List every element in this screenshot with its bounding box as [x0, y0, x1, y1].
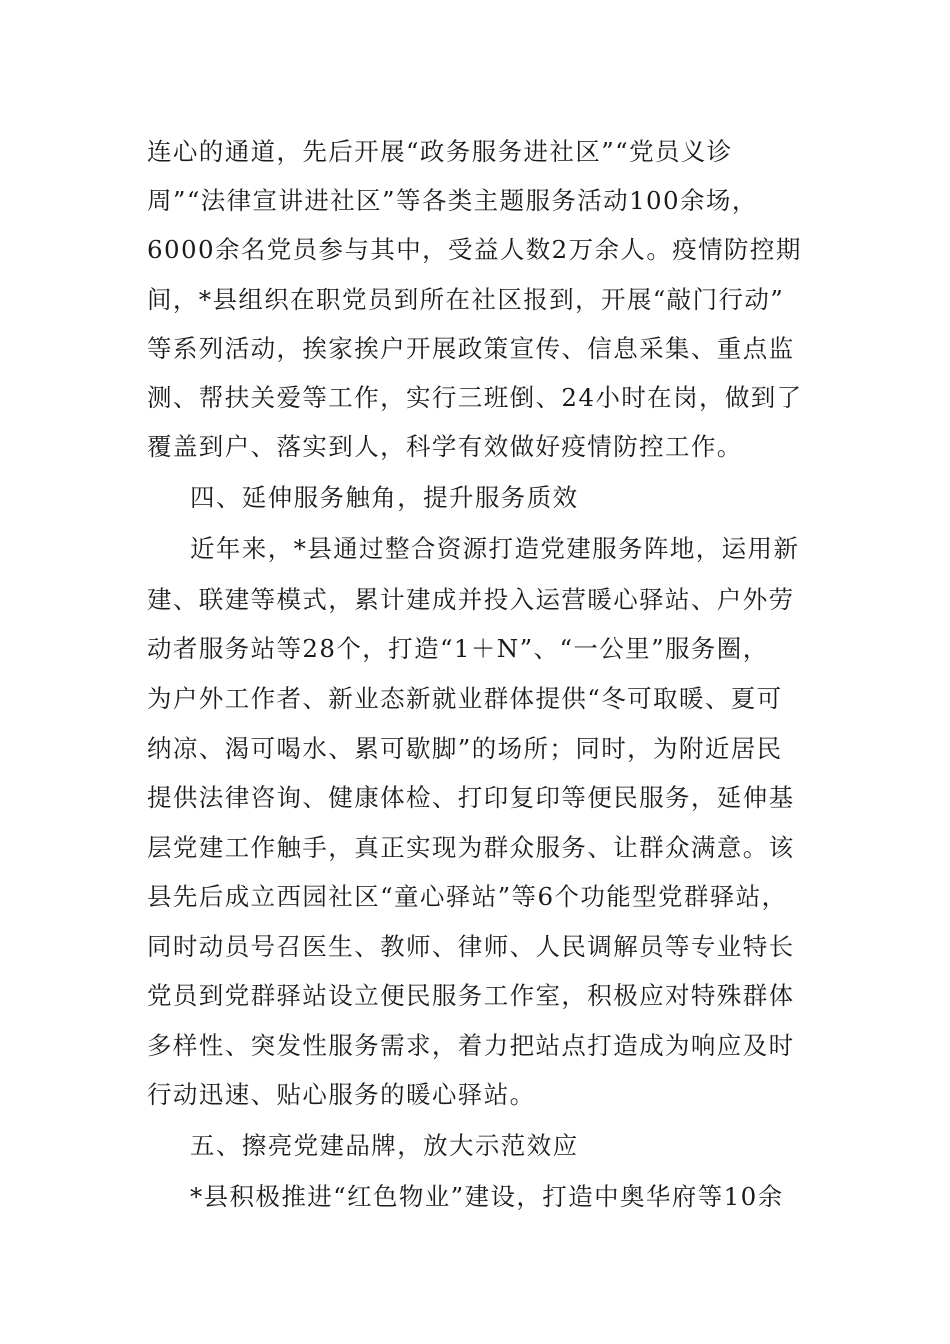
body-line: 等系列活动，挨家挨户开展政策宣传、信息采集、重点监: [147, 334, 795, 363]
section-heading-5: 五、擦亮党建品牌，放大示范效应: [190, 1131, 579, 1160]
body-line: 建、联建等模式，累计建成并投入运营暖心驿站、户外劳: [147, 585, 795, 614]
body-line: 党员到党群驿站设立便民服务工作室，积极应对特殊群体: [147, 981, 795, 1010]
section-heading-4: 四、延伸服务触角，提升服务质效: [190, 483, 579, 512]
body-line: 多样性、突发性服务需求，着力把站点打造成为响应及时: [147, 1031, 795, 1060]
paragraph-first-line: 近年来，*县通过整合资源打造党建服务阵地，运用新: [190, 534, 800, 563]
body-line: 县先后成立西园社区“童心驿站”等6个功能型党群驿站，: [147, 882, 788, 911]
body-line: 纳凉、渴可喝水、累可歇脚”的场所；同时，为附近居民: [147, 734, 783, 763]
body-line: 为户外工作者、新业态新就业群体提供“冬可取暖、夏可: [147, 684, 783, 713]
body-line: 连心的通道，先后开展“政务服务进社区”“党员义诊: [147, 137, 733, 166]
body-line: 同时动员号召医生、教师、律师、人民调解员等专业特长: [147, 932, 795, 961]
body-line: 行动迅速、贴心服务的暖心驿站。: [147, 1080, 536, 1109]
body-line: 层党建工作触手，真正实现为群众服务、让群众满意。该: [147, 833, 795, 862]
body-line: 6000余名党员参与其中，受益人数2万余人。疫情防控期: [147, 235, 802, 264]
body-line: 测、帮扶关爱等工作，实行三班倒、24小时在岗，做到了: [147, 383, 803, 412]
body-line: 周”“法律宣讲进社区”等各类主题服务活动100余场，: [147, 186, 758, 215]
body-line: 间，*县组织在职党员到所在社区报到，开展“敲门行动”: [147, 285, 785, 314]
body-line: 提供法律咨询、健康体检、打印复印等便民服务，延伸基: [147, 783, 795, 812]
paragraph-first-line: *县积极推进“红色物业”建设，打造中奥华府等10余: [190, 1182, 784, 1211]
body-line: 动者服务站等28个，打造“1＋N”、“一公里”服务圈，: [147, 634, 769, 663]
body-line: 覆盖到户、落实到人，科学有效做好疫情防控工作。: [147, 432, 743, 461]
